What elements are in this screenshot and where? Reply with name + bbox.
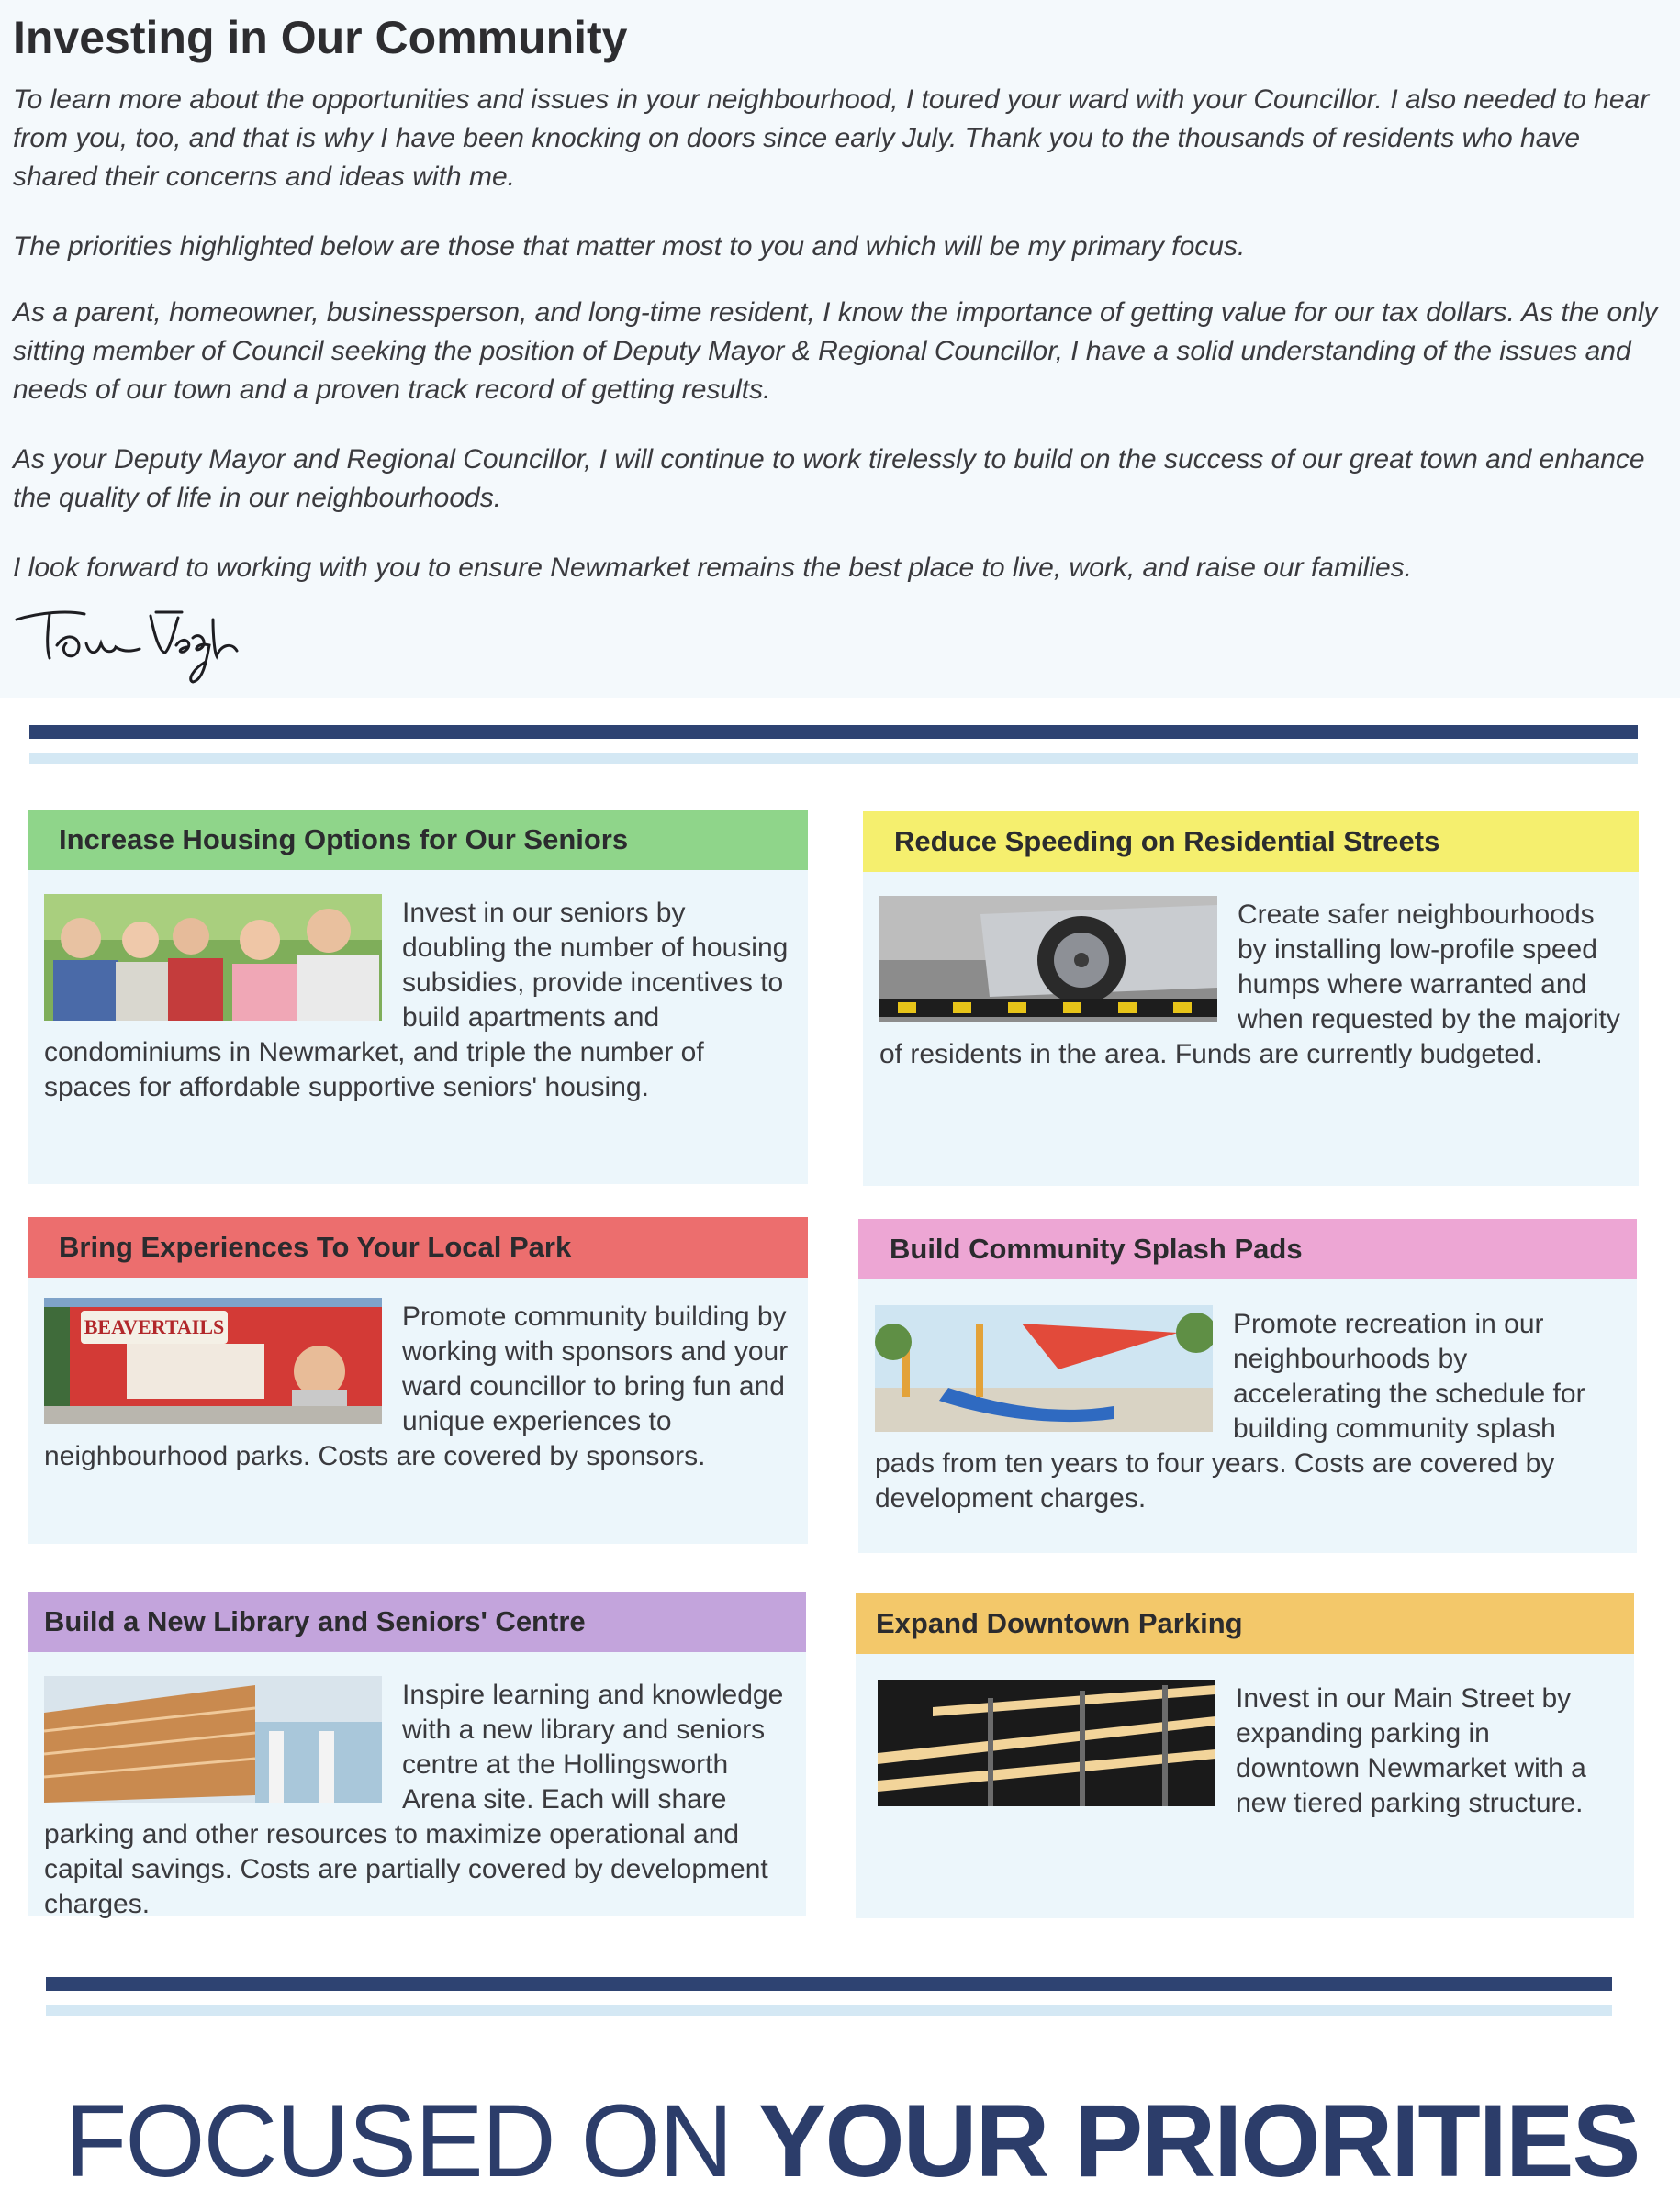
card-text: Create safer neighbourhoods by installing low-profile speed humps where warranted and when requested by the majority of residents in the area. Funds are currently budgeted. [879,899,1620,1069]
card-text: Invest in our Main Street by expanding parking in downtown Newmarket with a new tiered parking structure. [1236,1683,1586,1818]
card-heading: Reduce Speeding on Residential Streets [863,811,1639,872]
divider-top-light [29,753,1638,764]
intro-section [0,0,1680,698]
card-text: Promote community building by working with sponsors and your ward councillor to bring fun and unique experiences to neighbourhood parks. Costs are covered by sponsors. [44,1302,789,1471]
intro-paragraph-4: As your Deputy Mayor and Regional Councillor, I will continue to work tirelessly to build on the success of our great town and enhance the quality of life in our neighbourhoods. [13,444,1645,513]
footer-slogan-bold: YOUR PRIORITIES [757,2084,1640,2198]
footer-slogan-light: FOCUSED ON [64,2084,758,2198]
card-downtown-parking [856,1593,1634,1918]
card-text: Invest in our seniors by doubling the number of housing subsidies, provide incentives to build apartments and condominiums in Newmarket, and triple the number of spaces for affordable supportive seniors' housing. [44,898,789,1102]
card-heading: Build a New Library and Seniors' Centre [28,1592,806,1652]
intro-paragraph-5: I look forward to working with you to ensure Newmarket remains the best place to live, work, and raise our families. [13,553,1412,583]
card-heading: Increase Housing Options for Our Seniors [28,810,808,870]
card-heading: Build Community Splash Pads [858,1219,1637,1279]
card-reduce-speeding [863,811,1639,1186]
card-splash-pads [858,1219,1637,1553]
card-seniors-housing [28,810,808,1184]
beavertails-sign-text: BEAVERTAILS [84,1315,225,1338]
card-text: Inspire learning and knowledge with a new library and seniors centre at the Hollingsworth Arena site. Each will share parking and other resources to maximize operational and capital savings. Costs are partially covered by development charges. [44,1680,784,1919]
card-text: Promote recreation in our neighbourhoods by accelerating the schedule for building community splash pads from ten years to four years. Costs are covered by development charges. [875,1309,1585,1514]
card-heading: Expand Downtown Parking [856,1593,1634,1654]
page-title: Investing in Our Community [13,12,628,63]
card-library-seniors-centre [28,1592,806,1919]
intro-paragraph-3: As a parent, homeowner, businessperson, and long-time resident, I know the importance of getting value for our tax dollars. As the only sitting member of Council seeking the position of Deputy Mayor & Regional Councillor, I have a solid understanding of the issues and needs of our town and a proven track record of getting results. [13,297,1658,405]
footer-slogan [64,2082,1640,2201]
divider-bottom-light [46,2005,1612,2016]
divider-bottom [46,1977,1612,1991]
signature-image [13,592,252,693]
intro-paragraph-2: The priorities highlighted below are those that matter most to you and which will be my primary focus. [13,231,1246,262]
intro-paragraph-1: To learn more about the opportunities and issues in your neighbourhood, I toured your ward with your Councillor. I also needed to hear from you, too, and that is why I have been knocking on doors since early July. Thank you to the thousands of residents who have shared their concerns and ideas with me. [13,84,1650,192]
card-park-experiences [28,1217,808,1544]
divider-top [29,725,1638,739]
card-heading: Bring Experiences To Your Local Park [28,1217,808,1278]
